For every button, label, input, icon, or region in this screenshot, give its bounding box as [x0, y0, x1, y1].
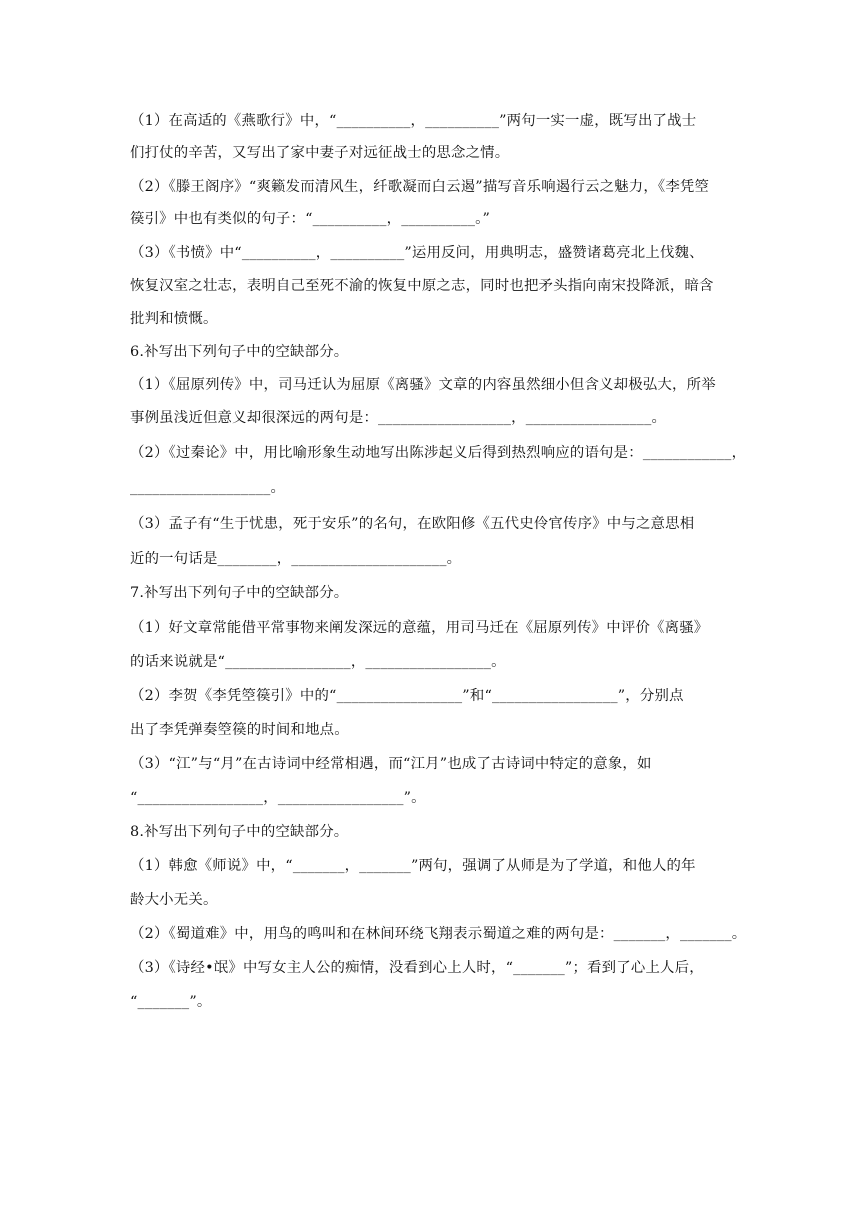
- q6-3-line2: 近的一句话是________，_____________________。: [130, 551, 462, 567]
- q7-1-line1: （1）好文章常能借平常事物来阐发深远的意蕴，用司马迁在《屈原列传》中评价《离骚》: [130, 620, 709, 636]
- q6-1-line2: 事例虽浅近但意义却很深远的两句是：__________________，_________________。: [130, 410, 667, 426]
- q8-1-line1: （1）韩愈《师说》中，“_______，_______”两句，强调了从师是为了学道，和他人的年: [130, 858, 696, 874]
- q8-2-line1: （2）《蜀道难》中，用鸟的鸣叫和在林间环绕飞翔表示蜀道之难的两句是：_______，_______。: [130, 926, 747, 942]
- q7-3-line1: （3）“江”与“月”在古诗词中经常相遇，而“江月”也成了古诗词中特定的意象，如: [130, 756, 652, 772]
- q5-2-line1: （2）《滕王阁序》“爽籁发而清风生，纤歌凝而白云遏”描写音乐响遏行云之魅力，《李凭箜: [130, 179, 710, 195]
- q7-1-line2: 的话来说就是“_________________，_________________。: [130, 654, 506, 670]
- q5-3-line3: 批判和愤慨。: [130, 311, 218, 327]
- q7-2-line1: （2）李贺《李凭箜篌引》中的“_________________”和“_________________”，分别点: [130, 688, 684, 704]
- q5-2-line2: 篌引》中也有类似的句子：“__________，__________。”: [130, 211, 491, 227]
- q6-2-line2: ___________________。: [130, 480, 286, 496]
- q5-1-line2: 们打仗的辛苦，又写出了家中妻子对远征战士的思念之情。: [130, 145, 510, 161]
- question-8-heading: 8.补写出下列句子中的空缺部分。: [130, 824, 349, 840]
- q8-3-line1: （3）《诗经•氓》中写女主人公的痴情，没看到心上人时，“_______”；看到了心上人后，: [130, 960, 704, 976]
- q8-1-line2: 龄大小无关。: [130, 892, 218, 908]
- q7-3-line2: “_________________，_________________”。: [130, 790, 426, 806]
- q8-3-line2: “_______”。: [130, 994, 212, 1010]
- question-7-heading: 7.补写出下列句子中的空缺部分。: [130, 585, 349, 601]
- q5-1-line1: （1）在高适的《燕歌行》中，“__________，__________”两句一实一虚，既写出了战士: [130, 113, 697, 129]
- q7-2-line2: 出了李凭弹奏箜篌的时间和地点。: [130, 722, 349, 738]
- question-6-heading: 6.补写出下列句子中的空缺部分。: [130, 344, 349, 360]
- q5-3-line2: 恢复汉室之壮志，表明自己至死不渝的恢复中原之志，同时也把矛头指向南宋投降派，暗含: [130, 278, 714, 294]
- q5-3-line1: （3）《书愤》中“__________，__________”运用反问，用典明志，盛赞诸葛亮北上伐魏、: [130, 245, 704, 261]
- q6-2-line1: （2）《过秦论》中，用比喻形象生动地写出陈涉起义后得到热烈响应的语句是：____________，: [130, 445, 747, 461]
- q6-1-line1: （1）《屈原列传》中，司马迁认为屈原《离骚》文章的内容虽然细小但含义却极弘大，所举: [130, 377, 716, 393]
- q6-3-line1: （3）孟子有“生于忧患，死于安乐”的名句，在欧阳修《五代史伶官传序》中与之意思相: [130, 516, 695, 532]
